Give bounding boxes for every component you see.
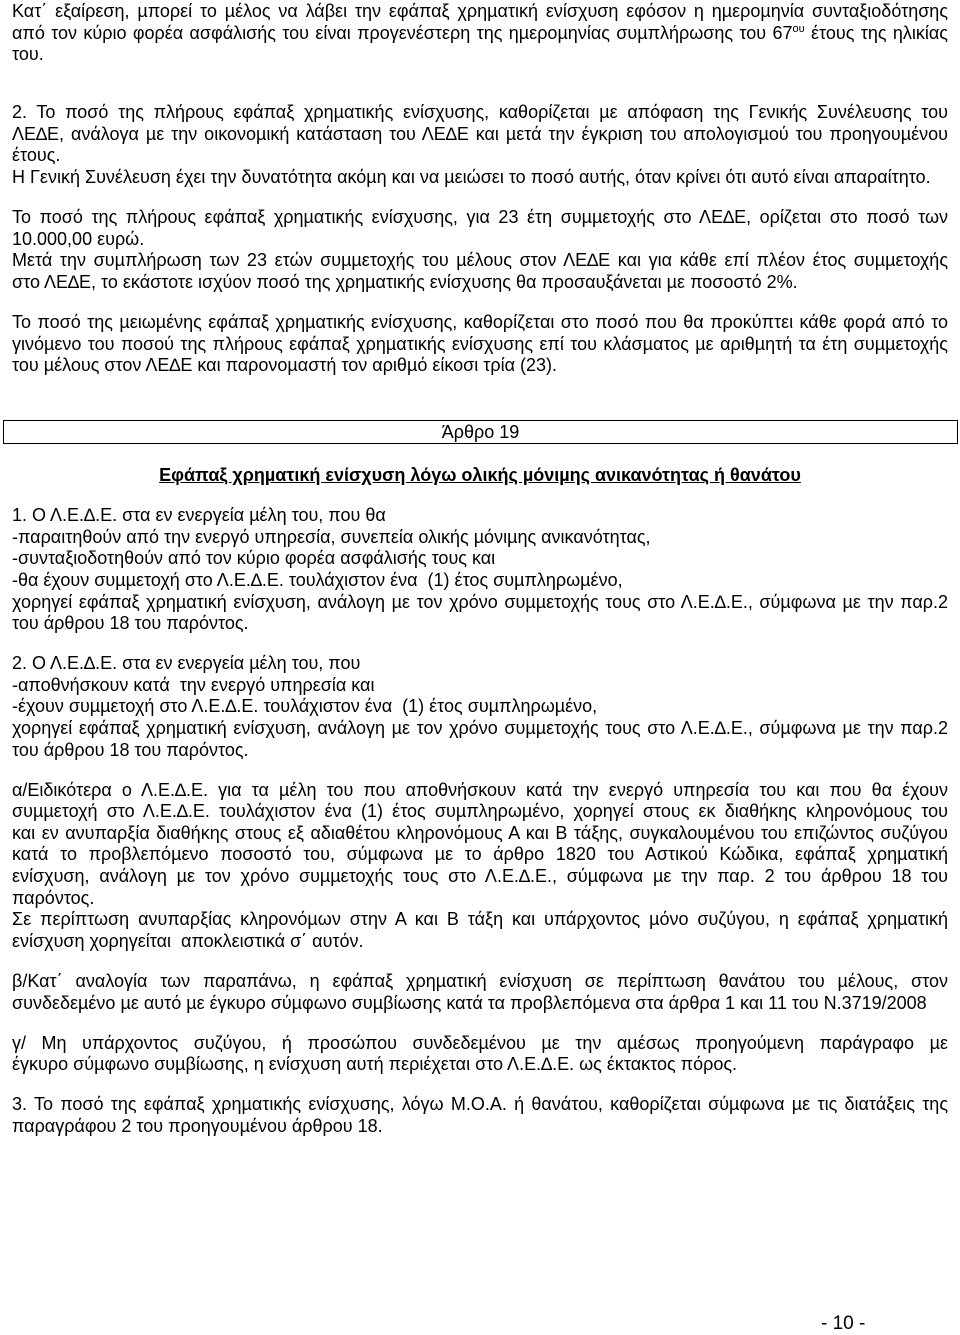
text-line: ΛΕ∆Ε, ανάλογα µε την οικονοµική κατάσταση του ΛΕ∆Ε και µετά την έγκριση του απολογισµού του προηγουµένου <box>12 123 948 144</box>
text-line: Σε περίπτωση ανυπαρξίας κληρονόµων στην Α και Β τάξη και υπάρχοντος µόνο συζύγου, η εφάπαξ χρηµατική <box>12 909 948 930</box>
paragraph-lead: 2. Ο Λ.Ε.∆.Ε. στα εν ενεργεία µέλη του, που <box>12 653 361 674</box>
text-line: χορηγεί εφάπαξ χρηµατική ενίσχυση, ανάλογη µε τον χρόνο συµµετοχής τους στο Λ.Ε.∆.Ε., σύµφωνα µε την παρ.2 <box>12 718 948 739</box>
subparagraph-a-note <box>12 909 948 952</box>
condition-item: -αποθνήσκουν κατά την ενεργό υπηρεσία και <box>12 674 375 695</box>
article-heading: Άρθρο 19 <box>441 421 520 442</box>
condition-item: -θα έχουν συµµετοχή στο Λ.Ε.∆.Ε. τουλάχιστον ένα (1) έτος συµπληρωµένο, <box>12 569 623 590</box>
text-span: έτους της ηλικίας <box>804 22 948 43</box>
text-line: Κατ΄ εξαίρεση, µπορεί το µέλος να λάβει την εφάπαξ χρηµατική ενίσχυση εφόσον η ηµεροµηνία συνταξιοδότησης <box>12 1 948 21</box>
text-line: γινόµενο του ποσού της πλήρους εφάπαξ χρηµατικής ενίσχυσης επί του κλάσµατος µε αριθµητή τα έτη συµµετοχής <box>12 333 948 354</box>
page-number: - 10 - <box>821 1313 866 1334</box>
article19-paragraph-1 <box>12 505 948 635</box>
text-line: χορηγεί εφάπαξ χρηµατική ενίσχυση, ανάλογη µε τον χρόνο συµµετοχής τους στο Λ.Ε.∆.Ε., σύµφωνα µε την παρ.2 <box>12 591 948 612</box>
general-assembly-note <box>12 167 948 189</box>
text-line: και εν ανυπαρξία διαθήκης στους εξ αδιαθέτου κληρονόµους Α και Β τάξης, συγκαλουµένου του επιζώντος συζύγου <box>12 822 948 843</box>
text-line: παραγράφου 2 του προηγουµένου άρθρου 18. <box>12 1115 383 1136</box>
paragraph-2 <box>12 102 948 167</box>
reduced-amount-paragraph <box>12 312 948 377</box>
text-line: Το ποσό της πλήρους εφάπαξ χρηµατικής ενίσχυσης, για 23 έτη συµµετοχής στο ΛΕ∆Ε, ορίζεται στο ποσό των <box>12 207 948 228</box>
paragraph-lead: 1. Ο Λ.Ε.∆.Ε. στα εν ενεργεία µέλη του, που θα <box>12 505 386 526</box>
text-line: του άρθρου 18 του παρόντος. <box>12 613 249 634</box>
text-line: 10.000,00 ευρώ. <box>12 228 145 249</box>
text-line: παρόντος. <box>12 887 95 908</box>
text-line: ενίσχυση χορηγείται αποκλειστικά σ΄ αυτόν. <box>12 930 364 951</box>
condition-item: -παραιτηθούν από την ενεργό υπηρεσία, συνεπεία ολικής µόνιµης ανικανότητας, <box>12 526 651 547</box>
text-line: έγκυρο σύµφωνο συµβίωσης, η ενίσχυση αυτή περιέχεται στο Λ.Ε.∆.Ε. ως έκτακτος πόρος. <box>12 1054 738 1075</box>
superscript: ου <box>792 22 805 35</box>
exception-paragraph <box>12 1 948 66</box>
annual-increase-paragraph <box>12 250 948 293</box>
subparagraph-c <box>12 1033 948 1076</box>
text-line: β/Κατ΄ αναλογία των παραπάνω, η εφάπαξ χρηµατική ενίσχυση σε περίπτωση θανάτου του µέλους, στον <box>12 970 948 991</box>
article19-paragraph-2 <box>12 653 948 761</box>
text-line: του µέλους στον ΛΕ∆Ε και παρονοµαστή τον αριθµό είκοσι τρία (23). <box>12 355 558 376</box>
condition-item: -έχουν συµµετοχή στο Λ.Ε.∆.Ε. τουλάχιστον ένα (1) έτος συµπληρωµένο, <box>12 696 598 717</box>
article19-paragraph-3 <box>12 1094 948 1137</box>
text-line: 3. Το ποσό της εφάπαξ χρηµατικής ενίσχυσης, λόγω Μ.Ο.Α. ή θανάτου, καθορίζεται σύµφωνα µε τις διατάξεις της <box>12 1094 948 1115</box>
text-line: κατά το προβλεπόµενο ποσοστό του, σύµφωνα µε το άρθρο 1820 του Αστικού Κώδικα, εφάπαξ χρηµατική <box>12 844 948 865</box>
text-line: 2. Το ποσό της πλήρους εφάπαξ χρηµατικής ενίσχυσης, καθορίζεται µε απόφαση της Γενικής Συνέλευσης του <box>12 102 948 123</box>
text-line: γ/ Μη υπάρχοντος συζύγου, ή προσώπου συνδεδεµένου µε την αµέσως προηγούµενη παράγραφο µε <box>12 1032 948 1053</box>
text-line: συνδεδεµένο µε αυτό µε έγκυρο σύµφωνο συµβίωσης κατά τα προβλεπόµενα στα άρθρα 1 και 11 του Ν.3719/2008 <box>12 992 927 1013</box>
article-heading-box <box>3 420 958 444</box>
text-line: του άρθρου 18 του παρόντος. <box>12 739 249 760</box>
text-line: έτους. <box>12 145 61 166</box>
condition-item: -συνταξιοδοτηθούν από τον κύριο φορέα ασφάλισής τους και <box>12 548 496 569</box>
text-line: α/Ειδικότερα ο Λ.Ε.∆.Ε. για τα µέλη του που αποθνήσκουν κατά την ενεργό υπηρεσία του και που θα έχουν <box>12 779 948 800</box>
text-line: στο ΛΕ∆Ε, το εκάστοτε ισχύον ποσό της χρηµατικής ενίσχυσης θα προσαυξάνεται µε ποσοστό 2%. <box>12 271 798 292</box>
text-line <box>12 23 948 45</box>
subparagraph-a <box>12 780 948 910</box>
text-line: Μετά την συµπλήρωση των 23 ετών συµµετοχής του µέλους στον ΛΕ∆Ε και για κάθε επί πλέον έτος συµµετοχής <box>12 250 948 271</box>
document-body <box>12 1 948 1138</box>
text-span: από τον κύριο φορέα ασφάλισής του είναι προγενέστερη της ηµεροµηνίας συµπλήρωσης του 67 <box>12 22 793 43</box>
text-line: Η Γενική Συνέλευση έχει την δυνατότητα ακόµη και να µειώσει το ποσό αυτής, όταν κρίνει ότι αυτό είναι απαραίτητο. <box>12 166 931 187</box>
text-line: του. <box>12 44 44 65</box>
text-line: Το ποσό της µειωµένης εφάπαξ χρηµατικής ενίσχυσης, καθορίζεται στο ποσό που θα προκύπτει κάθε φορά από το <box>12 311 948 332</box>
subparagraph-b <box>12 971 948 1014</box>
article-title: Εφάπαξ χρηµατική ενίσχυση λόγω ολικής µόνιµης ανικανότητας ή θανάτου <box>159 465 801 486</box>
full-amount-paragraph <box>12 207 948 250</box>
text-line: συµµετοχή στο Λ.Ε.∆.Ε. τουλάχιστον ένα (1) έτος συµπληρωµένο, χορηγεί στους εκ διαθήκης κληρονόµους του <box>12 801 948 822</box>
text-line: ενίσχυση, ανάλογη µε τον χρόνο συµµετοχής τους στο Λ.Ε.∆.Ε., σύµφωνα µε την παρ. 2 του άρθρου 18 του <box>12 866 948 887</box>
